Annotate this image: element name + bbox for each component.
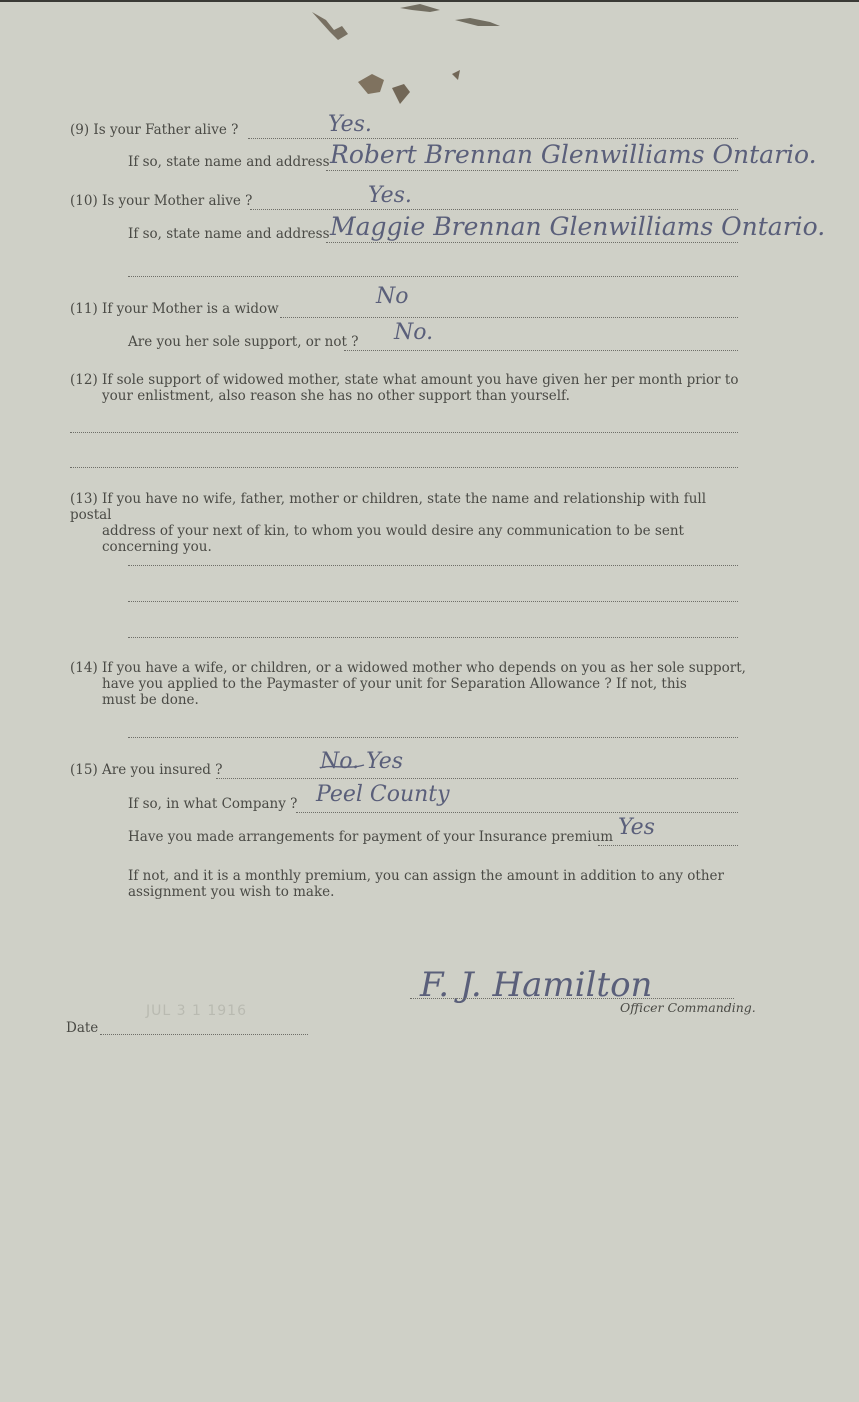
q15-note-line1: If not, and it is a monthly premium, you can assign the amount in addition to any other [128, 868, 724, 884]
q15-company-line [296, 812, 738, 813]
q14-line2: have you applied to the Paymaster of your unit for Separation Allowance ? If not, this [102, 676, 687, 692]
q13-answer-line-1 [128, 565, 738, 566]
q15-premium-label: Have you made arrangements for payment of your Insurance premium [128, 829, 614, 845]
q12-line1: (12) If sole support of widowed mother, state what amount you have given her per month prior to [70, 372, 739, 388]
officer-signature: F. J. Hamilton [420, 965, 653, 1005]
q10-answer: Yes. [368, 183, 412, 208]
q15-premium-line [598, 845, 738, 846]
q9-answer: Yes. [328, 112, 372, 137]
q15-company-label: If so, in what Company ? [128, 796, 298, 812]
q15-note-line2: assignment you wish to make. [128, 884, 335, 900]
q11-support-line [344, 350, 738, 351]
signature-line [410, 998, 734, 999]
q13-text [70, 491, 750, 555]
q12-text [70, 372, 750, 404]
q14-answer-line [128, 737, 738, 738]
date-stamp: JUL 3 1 1916 [146, 1003, 247, 1019]
date-line [100, 1034, 308, 1035]
date-label: Date [66, 1020, 99, 1036]
q12-answer-line-1 [70, 432, 738, 433]
q10-address-line [326, 242, 738, 243]
q10-address-answer: Maggie Brennan Glenwilliams Ontario. [330, 212, 826, 241]
strike-through-mark [318, 760, 368, 774]
q11-support-label: Are you her sole support, or not ? [128, 334, 359, 350]
ink-blots [0, 0, 859, 130]
q12-answer-line-2 [70, 467, 738, 468]
q15-premium-answer: Yes [618, 815, 655, 840]
officer-commanding-label: Officer Commanding. [620, 1000, 756, 1015]
q15-note [128, 868, 748, 900]
q11-support-answer: No. [394, 320, 434, 345]
q10-answer-line [250, 209, 738, 210]
q13-line3: concerning you. [102, 539, 212, 555]
q15-company-answer: Peel County [316, 782, 450, 807]
q10-label: (10) Is your Mother alive ? [70, 193, 253, 209]
q15-label: (15) Are you insured ? [70, 762, 223, 778]
q13-answer-line-2 [128, 601, 738, 602]
q11-answer-line [280, 317, 738, 318]
q14-line3: must be done. [102, 692, 199, 708]
q15-answer-line [216, 778, 738, 779]
q13-answer-line-3 [128, 637, 738, 638]
q14-line1: (14) If you have a wife, or children, or a widowed mother who depends on you as her sole support, [70, 660, 746, 676]
q9-address-line [326, 170, 738, 171]
q15-answer: No. Yes [320, 749, 404, 774]
q9-answer-line [248, 138, 738, 139]
q13-line1: (13) If you have no wife, father, mother or children, state the name and relationship with full postal [70, 491, 707, 523]
q9-address-answer: Robert Brennan Glenwilliams Ontario. [330, 140, 817, 169]
q11-label: (11) If your Mother is a widow [70, 301, 279, 317]
q9-label: (9) Is your Father alive ? [70, 122, 239, 138]
q11-answer: No [376, 284, 409, 309]
q10-address-label: If so, state name and address [128, 226, 330, 242]
q13-line2: address of your next of kin, to whom you would desire any communication to be sent [102, 523, 684, 539]
q12-line2: your enlistment, also reason she has no other support than yourself. [102, 388, 570, 404]
q10-extra-line [128, 276, 738, 277]
q14-text [70, 660, 750, 708]
q9-address-label: If so, state name and address [128, 154, 330, 170]
